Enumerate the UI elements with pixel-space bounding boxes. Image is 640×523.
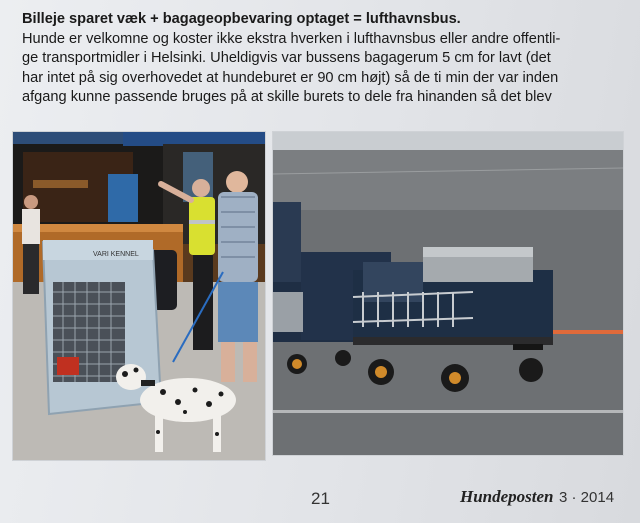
- article-line-3: har intet på sig overhovedet at hundeburet er 90 cm højt) så de ti min der var inden: [22, 69, 559, 86]
- photo-baggage-carts: [272, 131, 624, 456]
- photo-airport-illustration: [13, 132, 265, 460]
- article-line-4: afgang kunne passende bruges på at skille burets to dele fra hinanden så det blev: [22, 89, 552, 105]
- article-line-2: ge transportmidler i Helsinki. Uheldigvis var bussens bagagerum 5 cm for lavt (det: [22, 50, 551, 66]
- magazine-brand: Hundeposten: [460, 487, 554, 506]
- crate-label: VARI KENNEL: [93, 251, 139, 258]
- issue-number: 3 · 2014: [559, 489, 615, 506]
- photo-tarmac-illustration: [273, 132, 623, 455]
- photo-airport-dog-crate: [12, 131, 266, 461]
- article-headline: Billeje sparet væk + bagageopbevaring optaget = lufthavnsbus.: [22, 11, 461, 27]
- article-text: [22, 10, 612, 108]
- article-line-1: Hunde er velkomne og koster ikke ekstra hverken i lufthavnsbus eller andre offentli-: [22, 30, 561, 47]
- page-number: 21: [311, 489, 330, 508]
